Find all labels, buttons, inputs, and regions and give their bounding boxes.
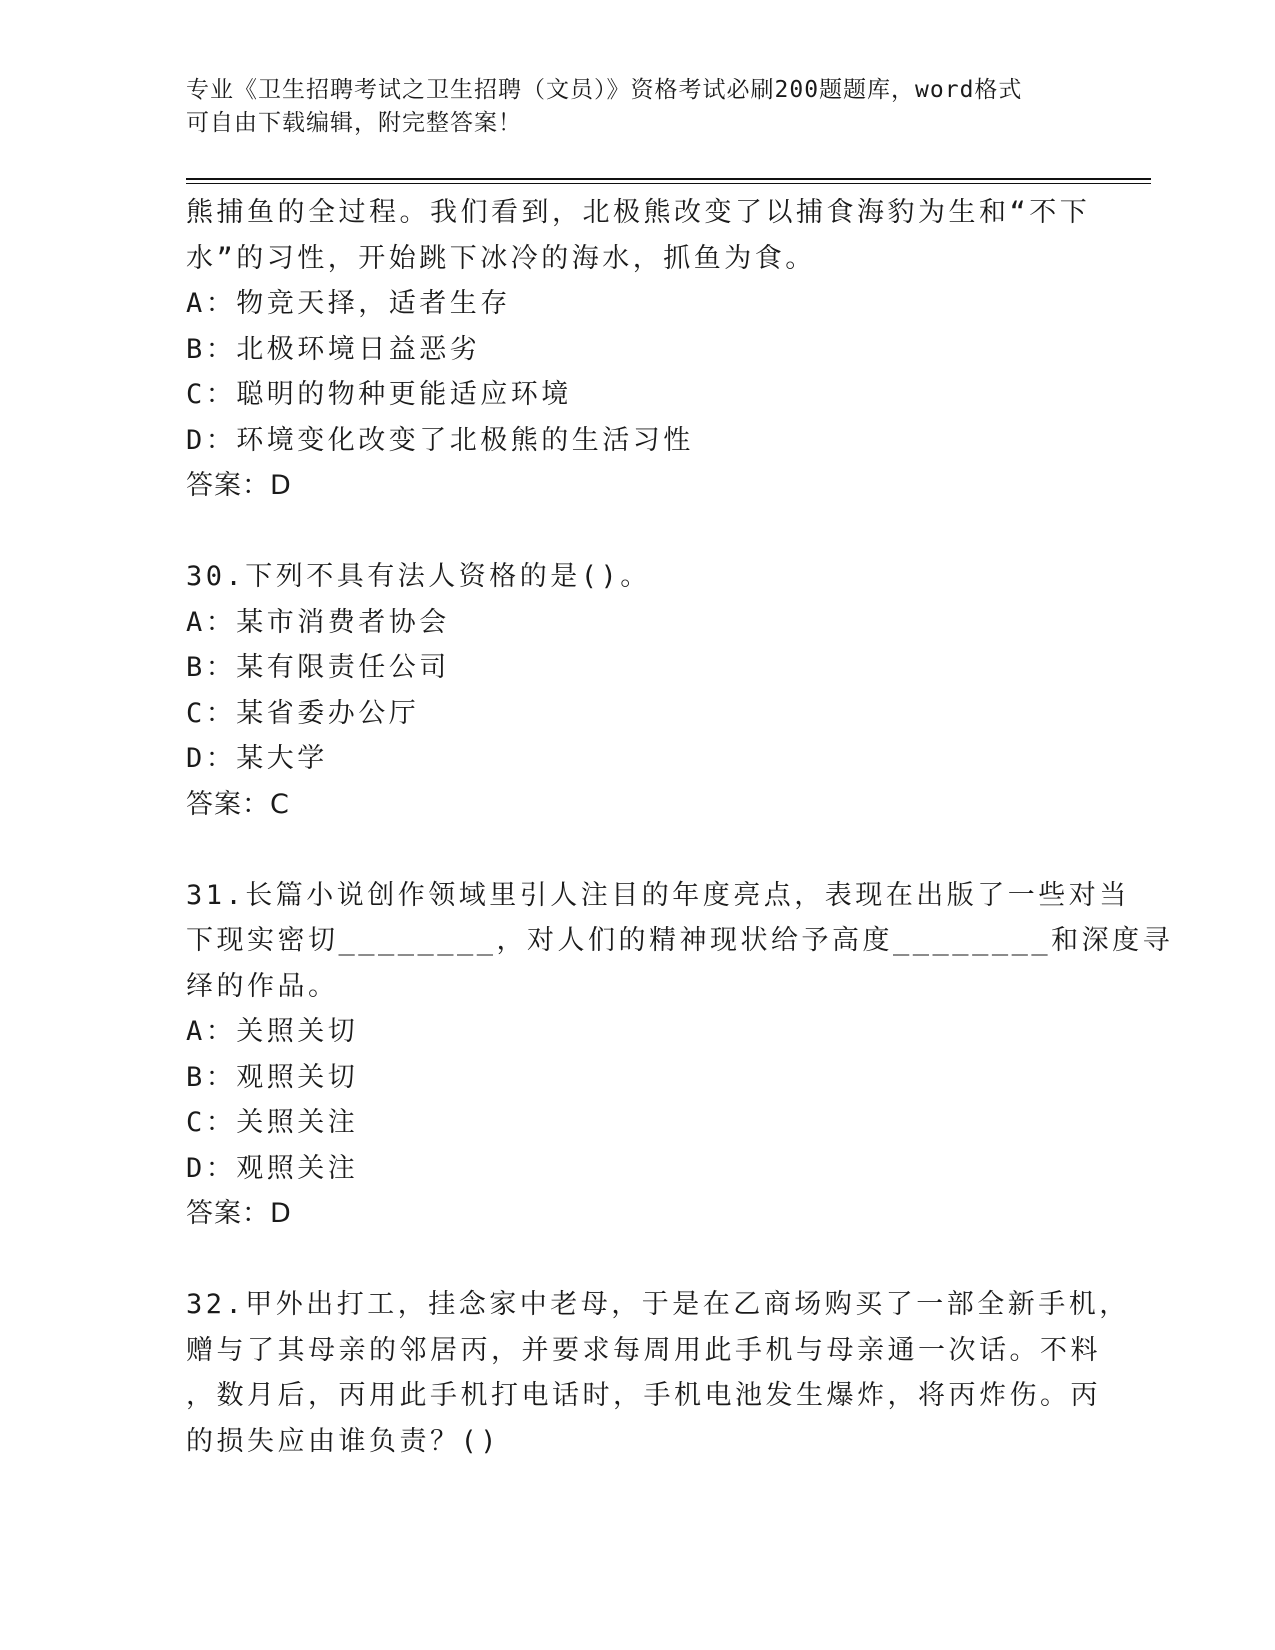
question-stem-line: 赠与了其母亲的邻居丙，并要求每周用此手机与母亲通一次话。不料 [186, 1334, 1101, 1366]
option-c: C：聪明的物种更能适应环境 [186, 379, 572, 410]
answer-label: 答案：C [186, 788, 290, 820]
question-stem-line: 的损失应由谁负责？() [186, 1425, 501, 1457]
option-b: B：观照关切 [186, 1061, 359, 1093]
option-c: C：关照关注 [186, 1107, 359, 1138]
question-stem-line: 熊捕鱼的全过程。我们看到，北极熊改变了以捕食海豹为生和“不下 [186, 197, 1091, 228]
option-d: D：环境变化改变了北极熊的生活习性 [186, 424, 694, 456]
question-stem-line: 31.长篇小说创作领域里引人注目的年度亮点，表现在出版了一些对当 [186, 879, 1130, 911]
option-a: A：关照关切 [186, 1016, 359, 1047]
spacer [186, 1237, 1086, 1283]
question-block [186, 1282, 1130, 1464]
header-rule-thick [186, 178, 1151, 180]
question-block [186, 190, 1091, 509]
spacer [186, 827, 1086, 873]
page-header [186, 74, 1066, 140]
option-d: D：观照关注 [186, 1152, 359, 1184]
question-block [186, 873, 1174, 1237]
question-block [186, 554, 1086, 827]
option-d: D：某大学 [186, 743, 328, 774]
header-line-1: 专业《卫生招聘考试之卫生招聘（文员）》资格考试必刷200题题库，word格式 [186, 77, 1023, 103]
question-stem-line: 绎的作品。 [186, 970, 339, 1002]
answer-label: 答案：D [186, 470, 292, 501]
header-rule-thin [186, 183, 1151, 184]
question-stem-line: 下现实密切________，对人们的精神现状给予高度________和深度寻 [186, 925, 1174, 956]
option-b: B：北极环境日益恶劣 [186, 333, 481, 365]
question-stem-line: 30.下列不具有法人资格的是()。 [186, 561, 651, 592]
option-a: A：物竞天择，适者生存 [186, 288, 511, 319]
header-line-2: 可自由下载编辑，附完整答案！ [186, 110, 522, 136]
option-c: C：某省委办公厅 [186, 697, 420, 729]
option-b: B：某有限责任公司 [186, 652, 450, 683]
answer-label: 答案：D [186, 1198, 292, 1229]
question-list [186, 190, 1174, 1464]
spacer [186, 509, 1086, 555]
question-stem-line: ，数月后，丙用此手机打电话时，手机电池发生爆炸，将丙炸伤。丙 [186, 1380, 1101, 1411]
question-stem-line: 水”的习性，开始跳下冰冷的海水，抓鱼为食。 [186, 242, 816, 274]
option-a: A：某市消费者协会 [186, 606, 450, 638]
question-stem-line: 32.甲外出打工，挂念家中老母，于是在乙商场购买了一部全新手机， [186, 1289, 1130, 1320]
